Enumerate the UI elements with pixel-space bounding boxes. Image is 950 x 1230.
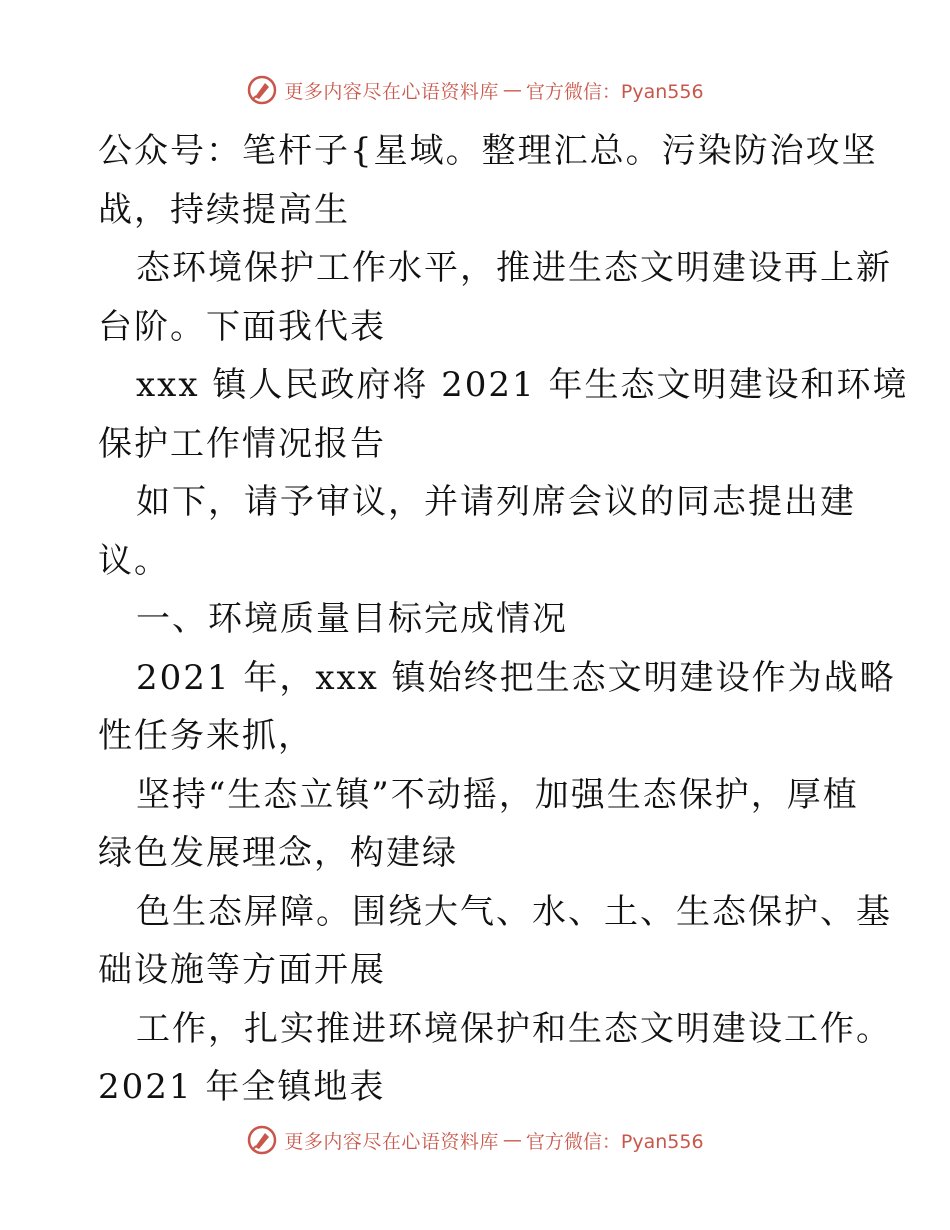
text-line: 绿色发展理念，构建绿 — [98, 833, 458, 873]
text-line: 2021 年，xxx 镇始终把生态文明建设作为战略 — [136, 657, 896, 698]
text-line: 态环境保护工作水平，推进生态文明建设再上新 — [136, 248, 892, 288]
text-line: 台阶。下面我代表 — [98, 306, 386, 347]
text-line: 如下，请予审议，并请列席会议的同志提出建 — [136, 482, 856, 522]
text-line: 坚持“生态立镇”不动摇，加强生态保护，厚植 — [136, 774, 859, 815]
document-body — [98, 122, 909, 1117]
text-line: 工作，扎实推进环境保护和生态文明建设工作。 — [136, 1008, 892, 1049]
watermark-separator: — — [502, 79, 522, 101]
text-line: 础设施等方面开展 — [98, 950, 386, 990]
text-line: 性任务来抓， — [98, 716, 314, 756]
text-line: 公众号：笔杆子{星域。整理汇总。污染防治攻坚 — [98, 131, 878, 171]
pen-nib-logo-icon — [246, 74, 278, 106]
text-line: 议。 — [98, 540, 170, 581]
section-heading: 一、环境质量目标完成情况 — [136, 599, 568, 639]
watermark-wechat: 官方微信：Pyan556 — [525, 1130, 704, 1153]
watermark-text: 更多内容尽在心语资料库 — [284, 1130, 499, 1153]
text-line: 战，持续提高生 — [98, 189, 350, 230]
text-line: 保护工作情况报告 — [98, 423, 386, 464]
watermark-wechat: 官方微信：Pyan556 — [525, 80, 704, 103]
watermark-separator: — — [502, 1129, 522, 1151]
footer-watermark — [0, 1120, 950, 1160]
text-line: 2021 年全镇地表 — [98, 1067, 386, 1107]
watermark-text: 更多内容尽在心语资料库 — [284, 80, 499, 103]
text-line: xxx 镇人民政府将 2021 年生态文明建设和环境 — [136, 365, 909, 405]
text-line: 色生态屏障。围绕大气、水、土、生态保护、基 — [136, 891, 892, 932]
pen-nib-logo-icon — [246, 1124, 278, 1156]
header-watermark — [0, 70, 950, 110]
